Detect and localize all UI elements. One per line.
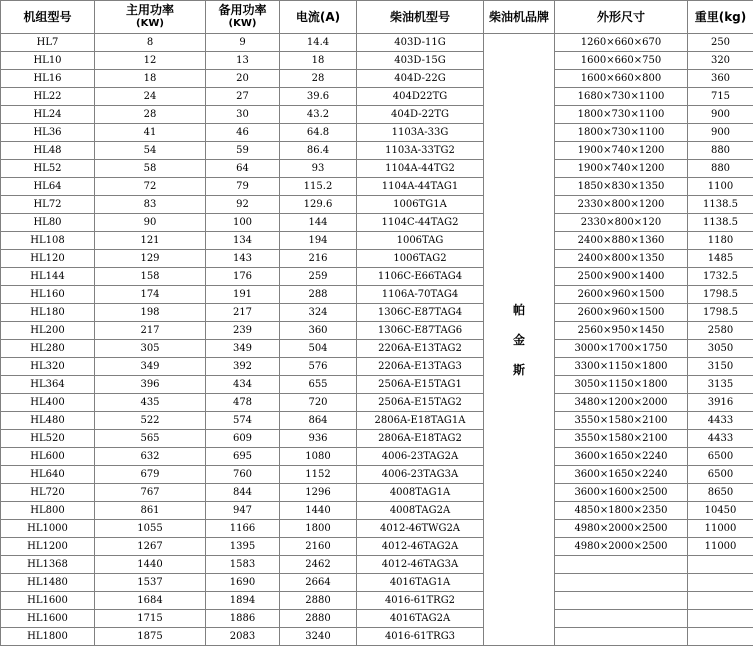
cell-weight: 1732.5 [688,268,753,286]
cell-model: HL16 [1,70,95,88]
cell-current: 194 [280,232,357,250]
cell-standby-power: 2083 [206,628,280,646]
cell-engine-model: 2506A-E15TAG1 [357,376,484,394]
cell-prime-power: 174 [95,286,206,304]
cell-weight: 3050 [688,340,753,358]
cell-engine-model: 404D22TG [357,88,484,106]
cell-model: HL144 [1,268,95,286]
engine-brand-char: 帕 [484,302,554,318]
cell-engine-model: 1106A-70TAG4 [357,286,484,304]
cell-engine-model: 4016TAG2A [357,610,484,628]
cell-standby-power: 64 [206,160,280,178]
cell-engine-model: 4016-61TRG3 [357,628,484,646]
cell-dimensions: 2400×880×1360 [555,232,688,250]
cell-dimensions: 1800×730×1100 [555,106,688,124]
cell-standby-power: 46 [206,124,280,142]
cell-model: HL1368 [1,556,95,574]
table-row [1,34,753,52]
cell-current: 144 [280,214,357,232]
table-row [1,574,753,592]
cell-standby-power: 9 [206,34,280,52]
cell-dimensions: 4980×2000×2500 [555,520,688,538]
cell-standby-power: 1395 [206,538,280,556]
table-row [1,520,753,538]
cell-current: 259 [280,268,357,286]
cell-current: 18 [280,52,357,70]
table-row [1,124,753,142]
cell-prime-power: 54 [95,142,206,160]
table-row [1,268,753,286]
cell-dimensions: 1850×830×1350 [555,178,688,196]
cell-standby-power: 434 [206,376,280,394]
cell-current: 28 [280,70,357,88]
cell-model: HL24 [1,106,95,124]
cell-engine-model: 1006TAG2 [357,250,484,268]
cell-current: 43.2 [280,106,357,124]
cell-current: 2664 [280,574,357,592]
cell-dimensions [555,574,688,592]
cell-weight: 3150 [688,358,753,376]
cell-weight: 4433 [688,412,753,430]
cell-standby-power: 1583 [206,556,280,574]
cell-current: 2160 [280,538,357,556]
cell-prime-power: 1055 [95,520,206,538]
table-row [1,142,753,160]
cell-model: HL364 [1,376,95,394]
cell-standby-power: 478 [206,394,280,412]
cell-prime-power: 8 [95,34,206,52]
cell-engine-model: 1104C-44TAG2 [357,214,484,232]
table-row [1,106,753,124]
table-row [1,70,753,88]
cell-current: 64.8 [280,124,357,142]
cell-standby-power: 27 [206,88,280,106]
cell-standby-power: 1166 [206,520,280,538]
cell-engine-model: 2806A-E18TAG1A [357,412,484,430]
header-row [1,1,753,34]
cell-model: HL320 [1,358,95,376]
cell-weight: 1798.5 [688,286,753,304]
table-row [1,484,753,502]
engine-brand-char: 斯 [484,362,554,378]
cell-weight: 10450 [688,502,753,520]
cell-prime-power: 24 [95,88,206,106]
cell-prime-power: 679 [95,466,206,484]
cell-dimensions: 3600×1600×2500 [555,484,688,502]
cell-engine-model: 2206A-E13TAG3 [357,358,484,376]
cell-current: 93 [280,160,357,178]
cell-current: 504 [280,340,357,358]
cell-model: HL200 [1,322,95,340]
header-current: 电流(A) [280,1,357,34]
cell-model: HL1600 [1,610,95,628]
cell-prime-power: 1267 [95,538,206,556]
cell-weight: 1180 [688,232,753,250]
cell-model: HL640 [1,466,95,484]
cell-prime-power: 58 [95,160,206,178]
cell-weight: 1100 [688,178,753,196]
cell-dimensions: 4850×1800×2350 [555,502,688,520]
cell-weight: 6500 [688,466,753,484]
cell-current: 1296 [280,484,357,502]
cell-prime-power: 41 [95,124,206,142]
cell-model: HL120 [1,250,95,268]
cell-engine-model: 403D-15G [357,52,484,70]
cell-standby-power: 1886 [206,610,280,628]
cell-current: 864 [280,412,357,430]
table-row [1,304,753,322]
table-row [1,502,753,520]
cell-standby-power: 349 [206,340,280,358]
cell-current: 216 [280,250,357,268]
cell-engine-model: 4012-46TAG3A [357,556,484,574]
cell-model: HL64 [1,178,95,196]
cell-weight: 900 [688,124,753,142]
cell-current: 576 [280,358,357,376]
cell-weight: 11000 [688,520,753,538]
cell-current: 2880 [280,592,357,610]
cell-weight [688,592,753,610]
cell-engine-model: 403D-11G [357,34,484,52]
cell-model: HL48 [1,142,95,160]
cell-dimensions: 1800×730×1100 [555,124,688,142]
cell-current: 936 [280,430,357,448]
cell-standby-power: 92 [206,196,280,214]
cell-weight: 4433 [688,430,753,448]
cell-standby-power: 217 [206,304,280,322]
cell-standby-power: 239 [206,322,280,340]
cell-prime-power: 158 [95,268,206,286]
cell-prime-power: 121 [95,232,206,250]
cell-prime-power: 72 [95,178,206,196]
cell-weight: 880 [688,142,753,160]
cell-standby-power: 59 [206,142,280,160]
cell-prime-power: 522 [95,412,206,430]
cell-model: HL108 [1,232,95,250]
cell-weight [688,610,753,628]
table-row [1,466,753,484]
cell-dimensions: 3550×1580×2100 [555,412,688,430]
cell-weight [688,556,753,574]
cell-prime-power: 435 [95,394,206,412]
cell-dimensions: 1680×730×1100 [555,88,688,106]
cell-dimensions [555,592,688,610]
table-row [1,376,753,394]
cell-weight: 360 [688,70,753,88]
cell-engine-model: 4006-23TAG3A [357,466,484,484]
cell-dimensions: 3480×1200×2000 [555,394,688,412]
cell-engine-model: 4012-46TAG2A [357,538,484,556]
cell-model: HL800 [1,502,95,520]
cell-current: 39.6 [280,88,357,106]
table-row [1,340,753,358]
table-row [1,538,753,556]
cell-dimensions: 2560×950×1450 [555,322,688,340]
cell-model: HL180 [1,304,95,322]
cell-standby-power: 1894 [206,592,280,610]
cell-model: HL72 [1,196,95,214]
cell-dimensions: 3000×1700×1750 [555,340,688,358]
cell-weight: 715 [688,88,753,106]
cell-engine-brand [484,34,555,646]
header-weight: 重里(kg) [688,1,753,34]
cell-dimensions: 1260×660×670 [555,34,688,52]
cell-prime-power: 861 [95,502,206,520]
cell-model: HL7 [1,34,95,52]
table-row [1,358,753,376]
cell-current: 2462 [280,556,357,574]
cell-dimensions: 4980×2000×2500 [555,538,688,556]
cell-model: HL480 [1,412,95,430]
table-row [1,232,753,250]
header-standby-power-label: 备用功率 [218,3,266,17]
cell-weight: 1798.5 [688,304,753,322]
cell-prime-power: 349 [95,358,206,376]
header-standby-power-unit: (KW) [206,17,279,30]
table-row [1,628,753,646]
header-engine-model: 柴油机型号 [357,1,484,34]
cell-weight: 1138.5 [688,214,753,232]
cell-dimensions: 3550×1580×2100 [555,430,688,448]
cell-dimensions [555,556,688,574]
cell-prime-power: 28 [95,106,206,124]
cell-weight: 3135 [688,376,753,394]
cell-prime-power: 767 [95,484,206,502]
cell-model: HL10 [1,52,95,70]
cell-engine-model: 1306C-E87TAG4 [357,304,484,322]
engine-brand-char: 金 [484,332,554,348]
cell-weight: 880 [688,160,753,178]
cell-model: HL600 [1,448,95,466]
cell-current: 1440 [280,502,357,520]
cell-weight: 6500 [688,448,753,466]
table-row [1,88,753,106]
cell-prime-power: 12 [95,52,206,70]
cell-model: HL1600 [1,592,95,610]
cell-engine-model: 2506A-E15TAG2 [357,394,484,412]
cell-dimensions: 1600×660×750 [555,52,688,70]
cell-dimensions: 2600×960×1500 [555,304,688,322]
cell-model: HL52 [1,160,95,178]
cell-prime-power: 632 [95,448,206,466]
cell-model: HL36 [1,124,95,142]
cell-engine-model: 1104A-44TG2 [357,160,484,178]
cell-model: HL1480 [1,574,95,592]
cell-prime-power: 1875 [95,628,206,646]
cell-engine-model: 1103A-33G [357,124,484,142]
cell-current: 1800 [280,520,357,538]
cell-standby-power: 100 [206,214,280,232]
cell-current: 360 [280,322,357,340]
cell-current: 288 [280,286,357,304]
table-row [1,322,753,340]
cell-engine-model: 4008TAG1A [357,484,484,502]
cell-engine-model: 404D-22TG [357,106,484,124]
table-row [1,196,753,214]
cell-current: 3240 [280,628,357,646]
cell-prime-power: 129 [95,250,206,268]
cell-engine-model: 1103A-33TG2 [357,142,484,160]
cell-model: HL1000 [1,520,95,538]
cell-prime-power: 1440 [95,556,206,574]
cell-dimensions: 3600×1650×2240 [555,448,688,466]
cell-current: 115.2 [280,178,357,196]
cell-current: 655 [280,376,357,394]
cell-prime-power: 1715 [95,610,206,628]
cell-weight: 900 [688,106,753,124]
cell-engine-model: 2806A-E18TAG2 [357,430,484,448]
cell-engine-model: 4016TAG1A [357,574,484,592]
cell-dimensions: 2600×960×1500 [555,286,688,304]
cell-engine-model: 404D-22G [357,70,484,88]
cell-dimensions [555,628,688,646]
header-engine-brand: 柴油机品牌 [484,1,555,34]
cell-engine-model: 1104A-44TAG1 [357,178,484,196]
cell-prime-power: 396 [95,376,206,394]
cell-engine-model: 1006TG1A [357,196,484,214]
cell-engine-model: 1006TAG [357,232,484,250]
table-row [1,178,753,196]
cell-dimensions: 1900×740×1200 [555,160,688,178]
cell-model: HL280 [1,340,95,358]
cell-standby-power: 392 [206,358,280,376]
cell-dimensions: 2500×900×1400 [555,268,688,286]
cell-dimensions: 3050×1150×1800 [555,376,688,394]
cell-model: HL400 [1,394,95,412]
cell-standby-power: 695 [206,448,280,466]
cell-weight: 250 [688,34,753,52]
table-row [1,394,753,412]
cell-standby-power: 134 [206,232,280,250]
cell-dimensions: 2330×800×1200 [555,196,688,214]
table-row [1,214,753,232]
table-row [1,412,753,430]
cell-standby-power: 947 [206,502,280,520]
cell-current: 2880 [280,610,357,628]
cell-dimensions: 2330×800×120 [555,214,688,232]
cell-current: 720 [280,394,357,412]
cell-standby-power: 79 [206,178,280,196]
cell-weight: 2580 [688,322,753,340]
cell-prime-power: 90 [95,214,206,232]
header-prime-power-unit: (KW) [95,17,205,30]
cell-standby-power: 176 [206,268,280,286]
table-row [1,286,753,304]
table-body [1,34,753,646]
cell-weight: 8650 [688,484,753,502]
table-row [1,160,753,178]
cell-engine-model: 1106C-E66TAG4 [357,268,484,286]
cell-dimensions [555,610,688,628]
cell-prime-power: 565 [95,430,206,448]
cell-model: HL1800 [1,628,95,646]
table-row [1,430,753,448]
cell-model: HL1200 [1,538,95,556]
cell-standby-power: 760 [206,466,280,484]
cell-standby-power: 143 [206,250,280,268]
cell-engine-model: 4012-46TWG2A [357,520,484,538]
cell-dimensions: 3600×1650×2240 [555,466,688,484]
cell-standby-power: 844 [206,484,280,502]
cell-model: HL160 [1,286,95,304]
cell-standby-power: 191 [206,286,280,304]
cell-standby-power: 20 [206,70,280,88]
cell-weight: 11000 [688,538,753,556]
cell-weight: 320 [688,52,753,70]
cell-engine-model: 1306C-E87TAG6 [357,322,484,340]
cell-model: HL720 [1,484,95,502]
cell-prime-power: 18 [95,70,206,88]
header-model: 机组型号 [1,1,95,34]
header-prime-power-label: 主用功率 [126,3,174,17]
cell-weight [688,628,753,646]
cell-engine-model: 2206A-E13TAG2 [357,340,484,358]
cell-prime-power: 1684 [95,592,206,610]
cell-weight: 3916 [688,394,753,412]
cell-prime-power: 1537 [95,574,206,592]
cell-dimensions: 3300×1150×1800 [555,358,688,376]
table-row [1,448,753,466]
cell-current: 86.4 [280,142,357,160]
cell-dimensions: 2400×800×1350 [555,250,688,268]
table-row [1,556,753,574]
header-standby-power [206,1,280,34]
cell-prime-power: 83 [95,196,206,214]
cell-current: 324 [280,304,357,322]
cell-standby-power: 1690 [206,574,280,592]
cell-current: 14.4 [280,34,357,52]
cell-weight: 1485 [688,250,753,268]
cell-model: HL520 [1,430,95,448]
cell-engine-model: 4006-23TAG2A [357,448,484,466]
header-dimensions: 外形尺寸 [555,1,688,34]
cell-model: HL22 [1,88,95,106]
cell-prime-power: 305 [95,340,206,358]
cell-current: 1080 [280,448,357,466]
table-row [1,592,753,610]
cell-weight: 1138.5 [688,196,753,214]
table-row [1,610,753,628]
cell-dimensions: 1900×740×1200 [555,142,688,160]
cell-prime-power: 217 [95,322,206,340]
cell-model: HL80 [1,214,95,232]
cell-standby-power: 30 [206,106,280,124]
cell-weight [688,574,753,592]
cell-standby-power: 609 [206,430,280,448]
cell-standby-power: 574 [206,412,280,430]
cell-engine-model: 4008TAG2A [357,502,484,520]
cell-current: 129.6 [280,196,357,214]
cell-engine-model: 4016-61TRG2 [357,592,484,610]
cell-dimensions: 1600×660×800 [555,70,688,88]
header-prime-power [95,1,206,34]
table-row [1,52,753,70]
cell-standby-power: 13 [206,52,280,70]
table-row [1,250,753,268]
cell-prime-power: 198 [95,304,206,322]
cell-current: 1152 [280,466,357,484]
